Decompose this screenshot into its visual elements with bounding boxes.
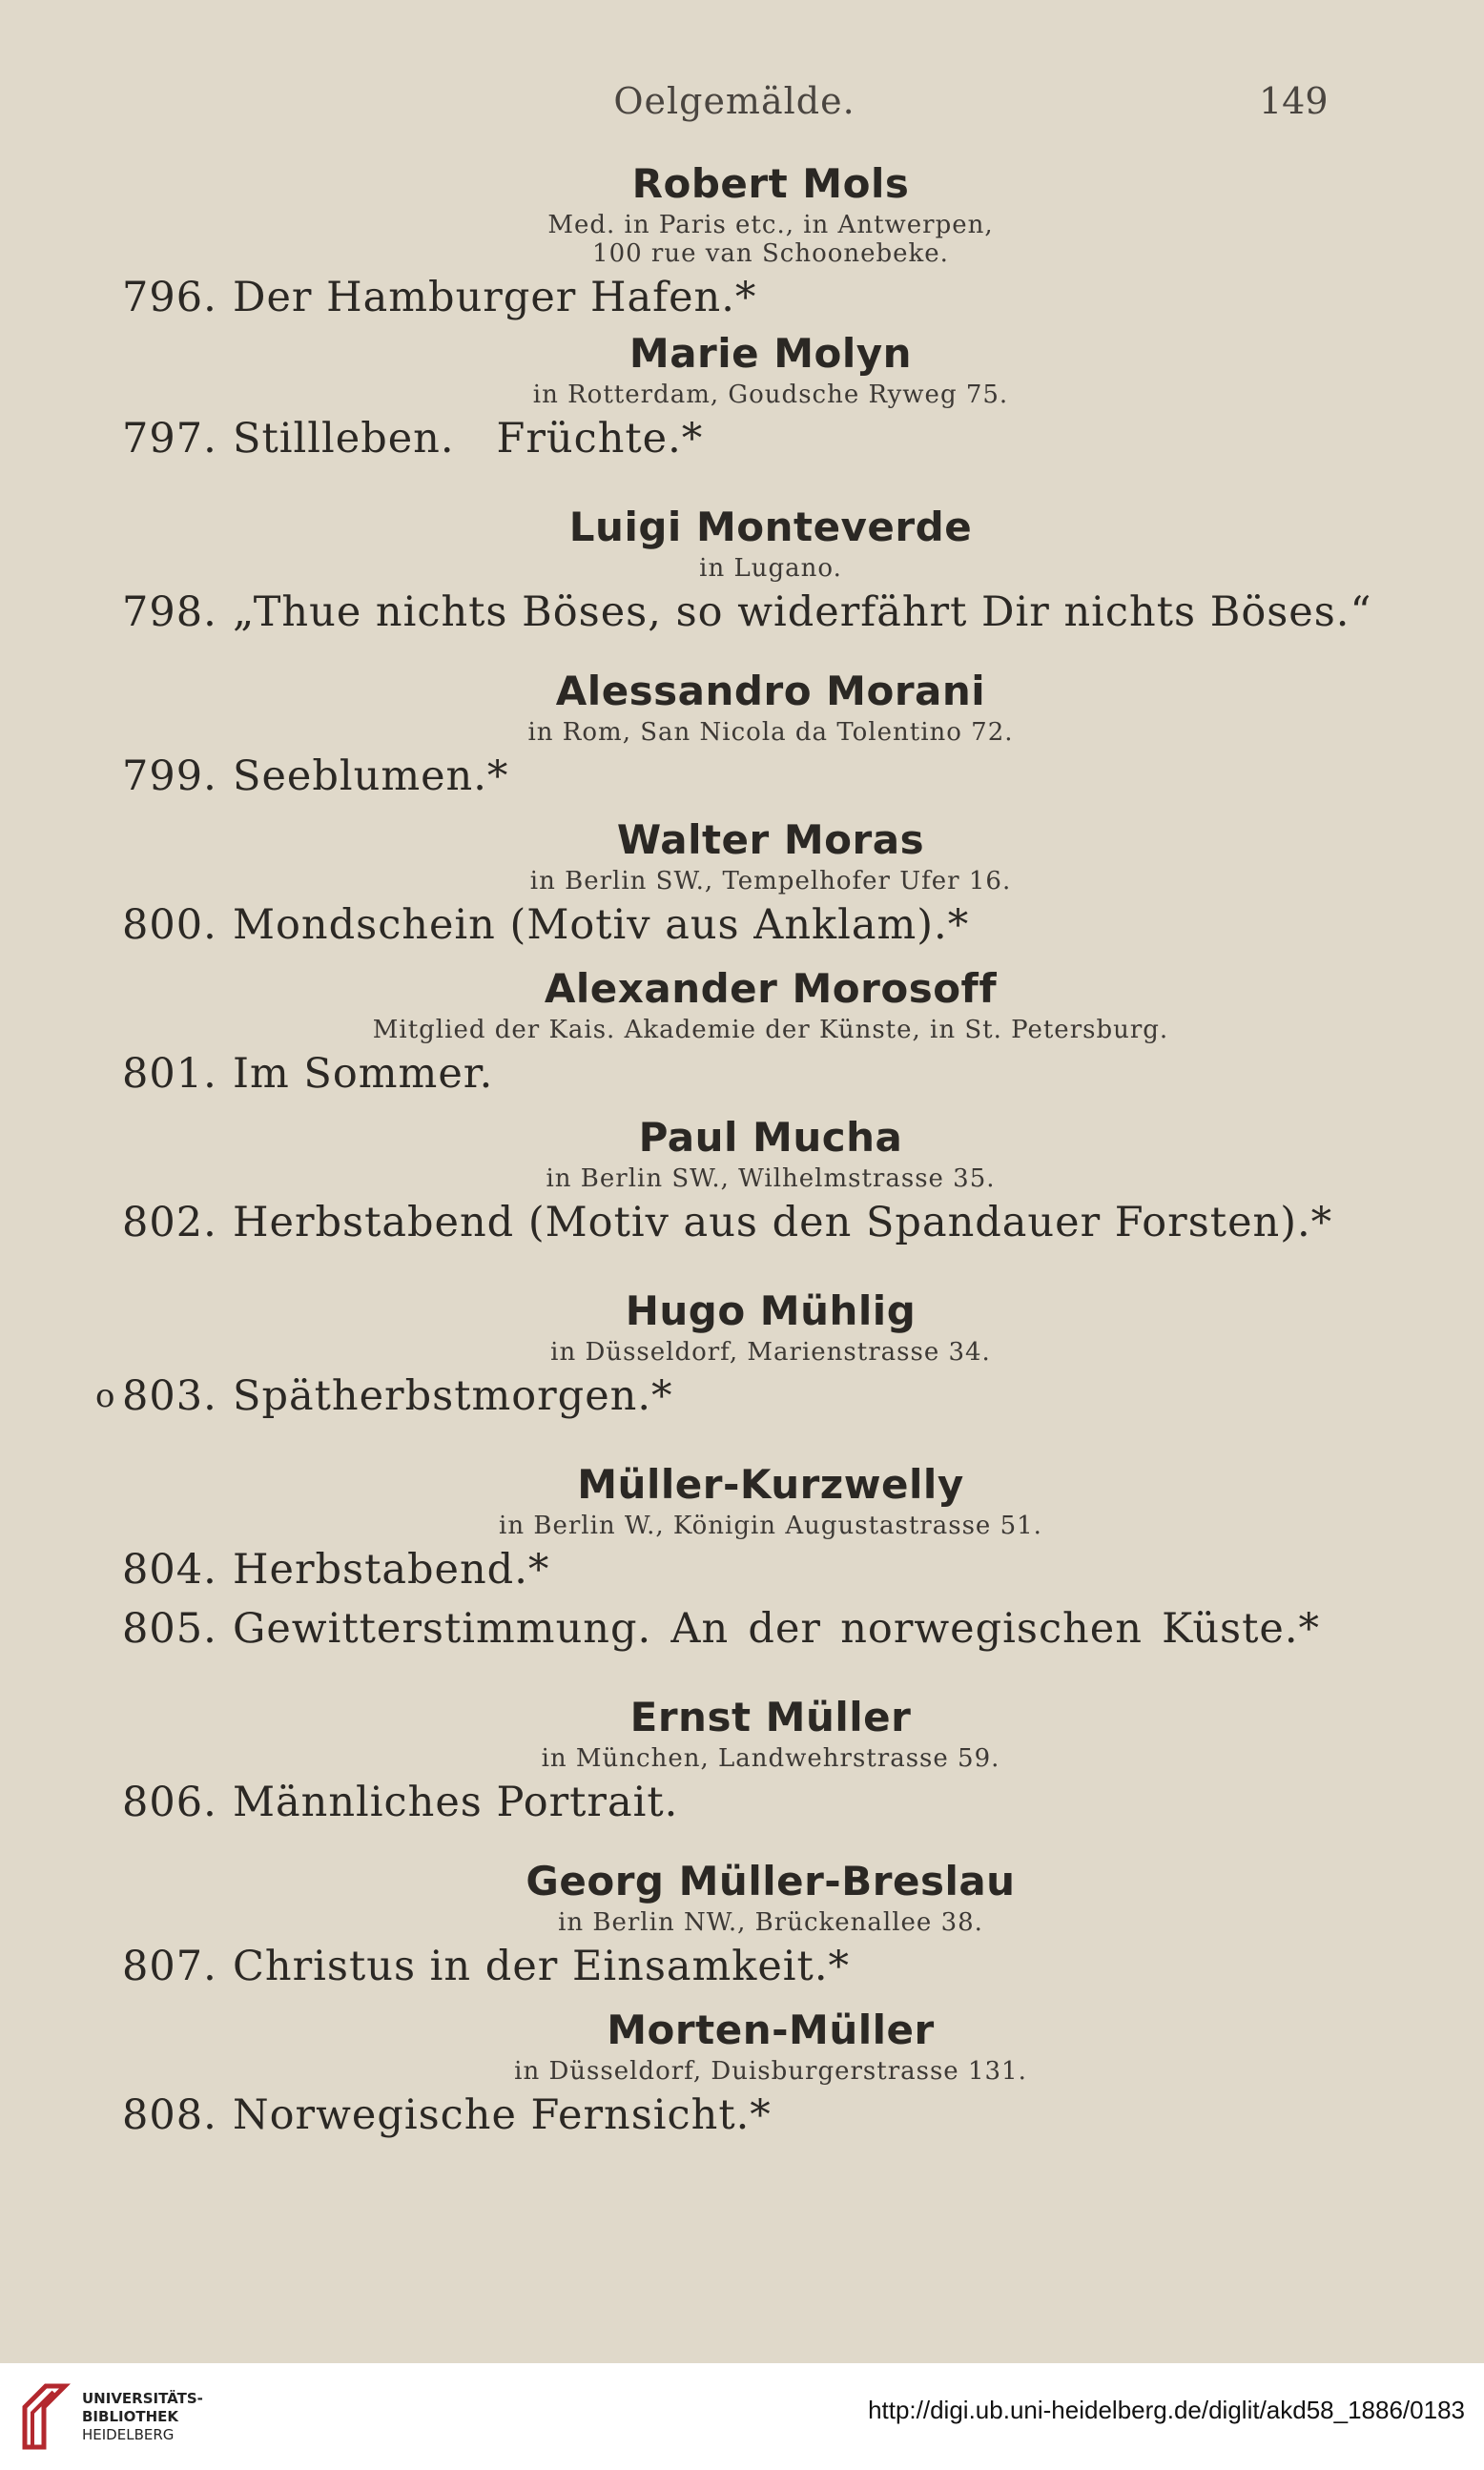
item-number: 799. — [122, 752, 217, 800]
catalog-item — [0, 409, 1484, 468]
item-number: 808. — [122, 2091, 217, 2139]
artist-heading — [0, 813, 1484, 895]
artist-address: in Rotterdam, Goudsche Ryweg 75. — [532, 381, 1009, 409]
catalog-item — [0, 1367, 1484, 1426]
item-number: 800. — [122, 901, 217, 949]
catalog-item — [0, 268, 1484, 327]
library-line: BIBLIOTHEK — [82, 2408, 178, 2425]
item-title: Der Hamburger Hafen.* — [233, 274, 757, 321]
library-logo-icon — [17, 2380, 71, 2453]
artist-address: in Lugano. — [699, 554, 842, 583]
artist-heading — [0, 327, 1484, 409]
artist-name: Marie Molyn — [629, 330, 913, 377]
artist-address: in Düsseldorf, Duisburgerstrasse 131. — [514, 2057, 1027, 2086]
artist-name: Hugo Mühlig — [625, 1287, 917, 1334]
library-line: HEIDELBERG — [82, 2426, 175, 2443]
artist-name: Morten-Müller — [607, 2007, 935, 2053]
item-number: 804. — [122, 1546, 217, 1594]
artist-address: Mitglied der Kais. Akademie der Künste, in St. Petersburg. — [372, 1016, 1169, 1044]
page-number: 149 — [1259, 80, 1329, 122]
running-header — [0, 74, 1484, 132]
catalog-item — [0, 1540, 1484, 1599]
artist-heading — [0, 1285, 1484, 1367]
item-number: 806. — [122, 1779, 217, 1826]
artist-address: in Berlin SW., Tempelhofer Ufer 16. — [529, 867, 1012, 895]
artist-address: in Rom, San Nicola da Tolentino 72. — [527, 718, 1014, 747]
source-url-link[interactable]: http://digi.ub.uni-heidelberg.de/diglit/akd58_1886/0183 — [868, 2396, 1465, 2424]
item-title: Norwegische Fernsicht.* — [233, 2091, 772, 2139]
item-marker: o — [95, 1377, 116, 1415]
item-title: Stillleben. Früchte.* — [233, 415, 704, 463]
artist-name: Müller-Kurzwelly — [577, 1461, 964, 1508]
item-title: „Thue nichts Böses, so widerfährt Dir nichts Böses.“ — [233, 588, 1372, 636]
artist-heading — [0, 157, 1484, 268]
artist-heading — [0, 2004, 1484, 2086]
catalog-item — [0, 1599, 1484, 1658]
artist-address: Med. in Paris etc., in Antwerpen, — [547, 211, 994, 239]
artist-name: Walter Moras — [616, 816, 925, 863]
item-title: Spätherbstmorgen.* — [233, 1372, 673, 1420]
artist-heading — [0, 1855, 1484, 1937]
digitization-footer — [0, 2363, 1484, 2470]
catalog-item — [0, 1937, 1484, 1996]
item-number: 803. — [122, 1372, 217, 1420]
item-title: Christus in der Einsamkeit.* — [233, 1943, 851, 1990]
item-title: Mondschein (Motiv aus Anklam).* — [233, 901, 970, 949]
item-number: 807. — [122, 1943, 217, 1990]
artist-name: Alessandro Morani — [555, 668, 986, 714]
item-number: 797. — [122, 415, 217, 463]
artist-name: Robert Mols — [631, 160, 910, 207]
item-title: Seeblumen.* — [233, 752, 509, 800]
artist-address: in Berlin W., Königin Augustastrasse 51. — [499, 1512, 1042, 1540]
catalog-item — [0, 1044, 1484, 1103]
catalog-item — [0, 583, 1484, 642]
catalog-item — [0, 1193, 1484, 1252]
item-title: Männliches Portrait. — [233, 1779, 679, 1826]
artist-name: Georg Müller-Breslau — [526, 1858, 1016, 1904]
library-name — [82, 2390, 203, 2444]
artist-address: in Düsseldorf, Marienstrasse 34. — [550, 1338, 991, 1367]
artist-heading — [0, 962, 1484, 1044]
artist-name: Luigi Monteverde — [568, 504, 973, 550]
item-number: 796. — [122, 274, 217, 321]
artist-heading — [0, 1458, 1484, 1540]
catalog-entries — [0, 157, 1484, 2145]
artist-address: in Berlin NW., Brückenallee 38. — [558, 1908, 983, 1937]
section-title: Oelgemälde. — [613, 80, 855, 122]
artist-heading — [0, 1691, 1484, 1773]
library-line: UNIVERSITÄTS- — [82, 2390, 203, 2407]
artist-address: 100 rue van Schoonebeke. — [592, 239, 949, 268]
artist-heading — [0, 665, 1484, 747]
item-number: 801. — [122, 1050, 217, 1098]
catalog-item — [0, 747, 1484, 806]
item-title: Gewitterstimmung. An der norwegischen Küste.* — [233, 1605, 1320, 1653]
item-title: Herbstabend (Motiv aus den Spandauer Forsten).* — [233, 1199, 1333, 1246]
artist-heading — [0, 501, 1484, 583]
artist-name: Paul Mucha — [638, 1114, 903, 1161]
artist-name: Ernst Müller — [629, 1694, 912, 1740]
artist-heading — [0, 1111, 1484, 1193]
item-number: 798. — [122, 588, 217, 636]
artist-name: Alexander Morosoff — [544, 965, 998, 1012]
item-title: Herbstabend.* — [233, 1546, 550, 1594]
item-number: 805. — [122, 1605, 217, 1653]
catalog-item — [0, 2086, 1484, 2145]
artist-address: in Berlin SW., Wilhelmstrasse 35. — [546, 1164, 996, 1193]
item-number: 802. — [122, 1199, 217, 1246]
item-title: Im Sommer. — [233, 1050, 494, 1098]
catalog-item — [0, 1773, 1484, 1832]
artist-address: in München, Landwehrstrasse 59. — [541, 1744, 1000, 1773]
catalog-item — [0, 895, 1484, 955]
